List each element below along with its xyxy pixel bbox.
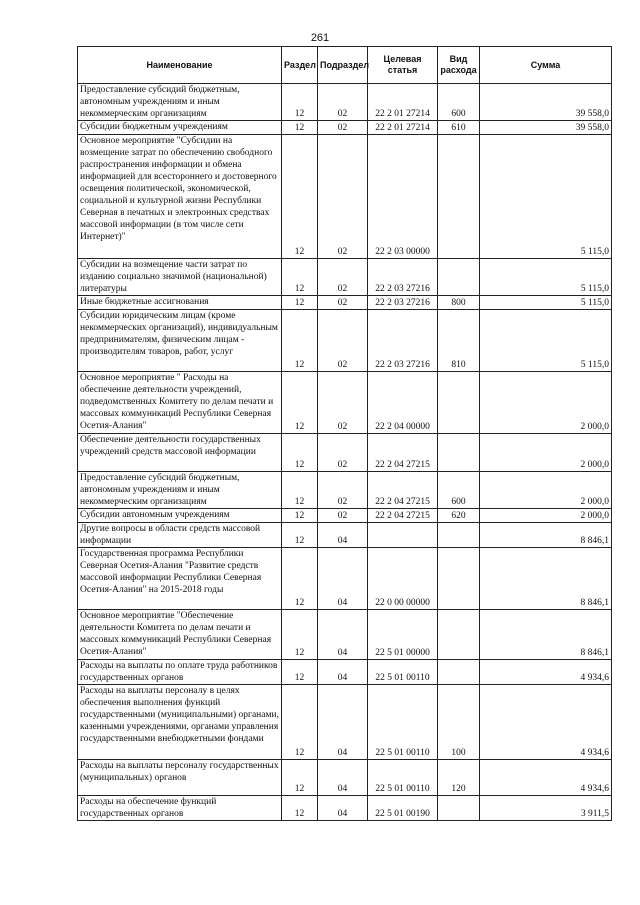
table-row bbox=[78, 372, 612, 434]
row-sum: 2 000,0 bbox=[480, 509, 612, 523]
table-row bbox=[78, 548, 612, 610]
row-name: Субсидии бюджетным учреждениям bbox=[78, 121, 282, 135]
table-header-row bbox=[78, 47, 612, 84]
row-kind: 100 bbox=[438, 685, 480, 760]
row-section: 12 bbox=[282, 372, 318, 434]
row-name: Субсидии автономным учреждениям bbox=[78, 509, 282, 523]
row-sum: 3 911,5 bbox=[480, 796, 612, 821]
row-target: 22 2 04 27215 bbox=[368, 434, 438, 472]
row-target: 22 5 01 00190 bbox=[368, 796, 438, 821]
row-section: 12 bbox=[282, 796, 318, 821]
row-subsection: 04 bbox=[318, 796, 368, 821]
row-name: Расходы на выплаты по оплате труда работников государственных органов bbox=[78, 660, 282, 685]
row-kind bbox=[438, 372, 480, 434]
row-name: Субсидии на возмещение части затрат по изданию социально значимой (национальной) литературы bbox=[78, 259, 282, 296]
row-subsection: 02 bbox=[318, 84, 368, 121]
row-subsection: 04 bbox=[318, 685, 368, 760]
table-row bbox=[78, 660, 612, 685]
row-section: 12 bbox=[282, 296, 318, 310]
row-kind bbox=[438, 548, 480, 610]
row-sum: 5 115,0 bbox=[480, 310, 612, 372]
row-subsection: 04 bbox=[318, 660, 368, 685]
row-sum: 4 934,6 bbox=[480, 660, 612, 685]
row-target: 22 0 00 00000 bbox=[368, 548, 438, 610]
header-target: Целевая статья bbox=[368, 47, 438, 84]
row-name: Предоставление субсидий бюджетным, автономным учреждениям и иным некоммерческим организациям bbox=[78, 472, 282, 509]
row-kind: 810 bbox=[438, 310, 480, 372]
row-name: Расходы на обеспечение функций государственных органов bbox=[78, 796, 282, 821]
row-sum: 8 846,1 bbox=[480, 610, 612, 660]
row-target bbox=[368, 523, 438, 548]
row-name: Предоставление субсидий бюджетным, автономным учреждениям и иным некоммерческим организациям bbox=[78, 84, 282, 121]
row-subsection: 02 bbox=[318, 509, 368, 523]
row-sum: 8 846,1 bbox=[480, 548, 612, 610]
row-target: 22 5 01 00000 bbox=[368, 610, 438, 660]
row-sum: 39 558,0 bbox=[480, 121, 612, 135]
row-name: Другие вопросы в области средств массовой информации bbox=[78, 523, 282, 548]
row-sum: 4 934,6 bbox=[480, 760, 612, 796]
header-sum: Сумма bbox=[480, 47, 612, 84]
row-subsection: 02 bbox=[318, 310, 368, 372]
row-section: 12 bbox=[282, 121, 318, 135]
row-sum: 2 000,0 bbox=[480, 434, 612, 472]
row-kind bbox=[438, 259, 480, 296]
row-section: 12 bbox=[282, 760, 318, 796]
table-row bbox=[78, 796, 612, 821]
row-section: 12 bbox=[282, 610, 318, 660]
row-target: 22 2 04 00000 bbox=[368, 372, 438, 434]
row-kind: 600 bbox=[438, 472, 480, 509]
row-section: 12 bbox=[282, 660, 318, 685]
header-name: Наименование bbox=[78, 47, 282, 84]
row-sum: 5 115,0 bbox=[480, 259, 612, 296]
table-row bbox=[78, 472, 612, 509]
table-row bbox=[78, 685, 612, 760]
row-subsection: 04 bbox=[318, 523, 368, 548]
row-name: Расходы на выплаты персоналу в целях обеспечения выполнения функций государственными (муниципальными) органами, казенными учреждениями, органами управления государственными внебюджетными фондами bbox=[78, 685, 282, 760]
row-kind: 600 bbox=[438, 84, 480, 121]
row-target: 22 5 01 00110 bbox=[368, 660, 438, 685]
row-subsection: 04 bbox=[318, 610, 368, 660]
row-target: 22 5 01 00110 bbox=[368, 760, 438, 796]
row-kind bbox=[438, 523, 480, 548]
row-name: Обеспечение деятельности государственных учреждений средств массовой информации bbox=[78, 434, 282, 472]
row-name: Расходы на выплаты персоналу государственных (муниципальных) органов bbox=[78, 760, 282, 796]
budget-table bbox=[77, 46, 612, 821]
row-section: 12 bbox=[282, 84, 318, 121]
row-subsection: 02 bbox=[318, 372, 368, 434]
row-subsection: 02 bbox=[318, 472, 368, 509]
row-sum: 5 115,0 bbox=[480, 135, 612, 259]
table-row bbox=[78, 296, 612, 310]
row-kind bbox=[438, 660, 480, 685]
table-row bbox=[78, 121, 612, 135]
row-subsection: 02 bbox=[318, 434, 368, 472]
row-subsection: 02 bbox=[318, 296, 368, 310]
row-subsection: 02 bbox=[318, 135, 368, 259]
header-kind: Вид расхода bbox=[438, 47, 480, 84]
table-row bbox=[78, 610, 612, 660]
table-row bbox=[78, 84, 612, 121]
row-kind: 120 bbox=[438, 760, 480, 796]
row-name: Основное мероприятие "Обеспечение деятельности Комитета по делам печати и массовых коммуникаций Республики Северная Осетия-Алания" bbox=[78, 610, 282, 660]
row-kind bbox=[438, 796, 480, 821]
row-name: Основное мероприятие " Расходы на обеспечение деятельности учреждений, подведомственных Комитету по делам печати и массовых коммуникаций Республики Северная Осетия-Алания" bbox=[78, 372, 282, 434]
row-section: 12 bbox=[282, 434, 318, 472]
row-target: 22 2 01 27214 bbox=[368, 121, 438, 135]
page-number: 261 bbox=[310, 32, 330, 44]
row-name: Субсидии юридическим лицам (кроме некоммерческих организаций), индивидуальным предпринимателям, физическим лицам - производителям товаров, работ, услуг bbox=[78, 310, 282, 372]
row-section: 12 bbox=[282, 259, 318, 296]
row-target: 22 2 03 00000 bbox=[368, 135, 438, 259]
row-kind: 620 bbox=[438, 509, 480, 523]
table-row bbox=[78, 310, 612, 372]
row-target: 22 2 03 27216 bbox=[368, 310, 438, 372]
row-target: 22 2 04 27215 bbox=[368, 472, 438, 509]
row-subsection: 02 bbox=[318, 259, 368, 296]
table-row bbox=[78, 523, 612, 548]
row-kind bbox=[438, 610, 480, 660]
row-target: 22 2 03 27216 bbox=[368, 259, 438, 296]
row-section: 12 bbox=[282, 509, 318, 523]
table-row bbox=[78, 760, 612, 796]
row-sum: 2 000,0 bbox=[480, 372, 612, 434]
row-section: 12 bbox=[282, 472, 318, 509]
row-name: Иные бюджетные ассигнования bbox=[78, 296, 282, 310]
row-subsection: 02 bbox=[318, 121, 368, 135]
row-kind: 610 bbox=[438, 121, 480, 135]
row-kind bbox=[438, 135, 480, 259]
row-sum: 8 846,1 bbox=[480, 523, 612, 548]
row-target: 22 2 01 27214 bbox=[368, 84, 438, 121]
header-subsection: Подраздел bbox=[318, 47, 368, 84]
row-target: 22 5 01 00110 bbox=[368, 685, 438, 760]
row-sum: 5 115,0 bbox=[480, 296, 612, 310]
row-name: Государственная программа Республики Северная Осетия-Алания "Развитие средств массовой информации Республики Северная Осетия-Алания" на 2015-2018 годы bbox=[78, 548, 282, 610]
row-kind: 800 bbox=[438, 296, 480, 310]
row-target: 22 2 03 27216 bbox=[368, 296, 438, 310]
row-subsection: 04 bbox=[318, 548, 368, 610]
row-kind bbox=[438, 434, 480, 472]
row-sum: 39 558,0 bbox=[480, 84, 612, 121]
row-target: 22 2 04 27215 bbox=[368, 509, 438, 523]
header-section: Раздел bbox=[282, 47, 318, 84]
row-section: 12 bbox=[282, 523, 318, 548]
row-name: Основное мероприятие "Субсидии на возмещение затрат по обеспечению свободного распространения информации и обмена информацией для всестороннего и достоверного освещения политической, экономической, социальной и культурной жизни Республики Северная в печатных и электронных средствах массовой информации (в том числе сети Интернет)" bbox=[78, 135, 282, 259]
row-section: 12 bbox=[282, 135, 318, 259]
row-section: 12 bbox=[282, 685, 318, 760]
table-row bbox=[78, 135, 612, 259]
row-sum: 2 000,0 bbox=[480, 472, 612, 509]
row-section: 12 bbox=[282, 310, 318, 372]
row-sum: 4 934,6 bbox=[480, 685, 612, 760]
row-subsection: 04 bbox=[318, 760, 368, 796]
table-row bbox=[78, 259, 612, 296]
table-row bbox=[78, 434, 612, 472]
table-row bbox=[78, 509, 612, 523]
row-section: 12 bbox=[282, 548, 318, 610]
